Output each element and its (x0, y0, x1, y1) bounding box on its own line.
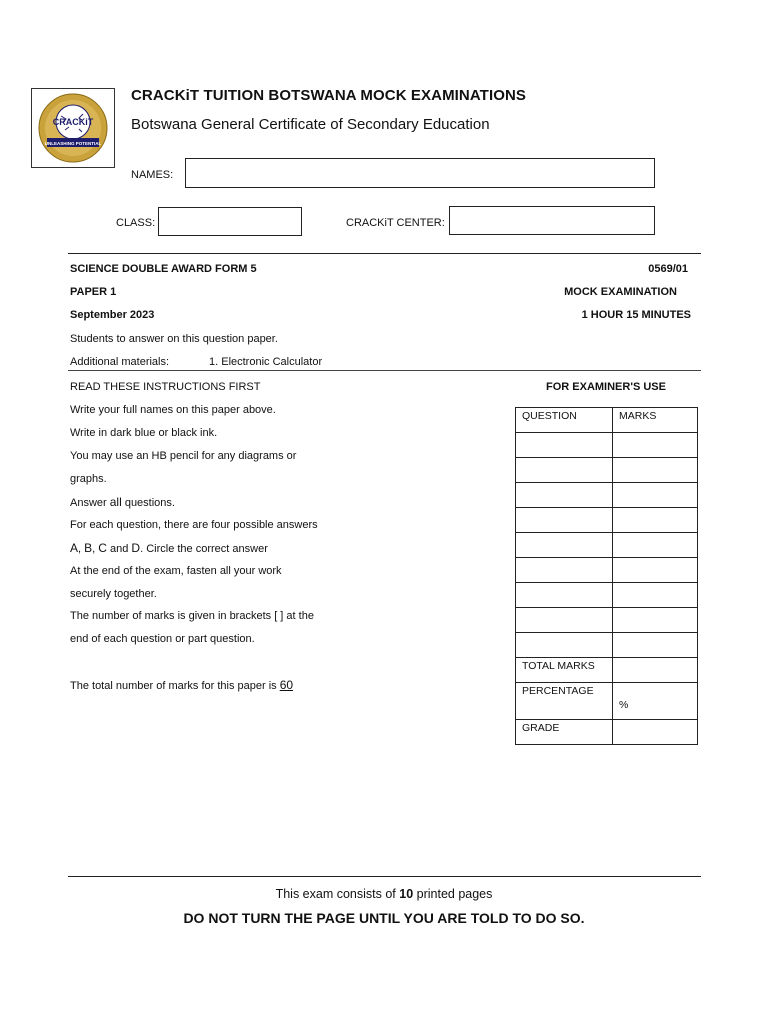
page-count: 10 (399, 887, 414, 901)
column-header-question: QUESTION (516, 408, 613, 433)
table-row (516, 683, 698, 720)
question-cell[interactable] (516, 533, 613, 558)
instructions-heading: READ THESE INSTRUCTIONS FIRST (70, 381, 261, 393)
paper-number: PAPER 1 (70, 286, 117, 298)
instruction-line: securely together. (70, 588, 157, 600)
percent-sign: % (619, 699, 629, 711)
crackit-logo-icon (35, 92, 111, 164)
marks-cell[interactable] (613, 483, 698, 508)
paper-code: 0569/01 (648, 263, 688, 275)
table-row (516, 483, 698, 508)
table-row (516, 720, 698, 745)
question-cell[interactable] (516, 583, 613, 608)
subject-label: SCIENCE DOUBLE AWARD FORM 5 (70, 263, 257, 275)
logo (31, 88, 115, 168)
top-divider (68, 253, 701, 254)
percentage-cell[interactable] (613, 683, 698, 720)
table-row (516, 433, 698, 458)
class-label: CLASS: (116, 217, 156, 229)
center-field[interactable] (449, 206, 655, 235)
materials-value: 1. Electronic Calculator (209, 356, 323, 368)
marks-cell[interactable] (613, 633, 698, 658)
total-marks-label: TOTAL MARKS (516, 658, 613, 683)
table-row (516, 658, 698, 683)
examiner-table (515, 407, 698, 745)
page-count-note: This exam consists of 10 printed pages (275, 887, 493, 901)
instruction-line: For each question, there are four possible answers (70, 519, 318, 531)
footer-divider (68, 876, 701, 877)
svg-text:UNLEASHING POTENTIAL: UNLEASHING POTENTIAL (44, 141, 102, 146)
exam-subtitle: Botswana General Certificate of Secondary Education (131, 116, 490, 133)
table-row (516, 583, 698, 608)
marks-cell[interactable] (613, 558, 698, 583)
instruction-line: Answer all questions. (70, 495, 175, 509)
grade-label: GRADE (516, 720, 613, 745)
marks-cell[interactable] (613, 533, 698, 558)
table-row (516, 608, 698, 633)
total-marks-cell[interactable] (613, 658, 698, 683)
question-cell[interactable] (516, 633, 613, 658)
question-cell[interactable] (516, 433, 613, 458)
exam-date: September 2023 (70, 309, 155, 321)
class-field[interactable] (158, 207, 302, 236)
question-cell[interactable] (516, 558, 613, 583)
footer-warning: DO NOT TURN THE PAGE UNTIL YOU ARE TOLD TO DO SO. (183, 910, 585, 926)
total-marks-line: The total number of marks for this paper is 60 (70, 678, 294, 692)
marks-cell[interactable] (613, 433, 698, 458)
examiner-heading: FOR EXAMINER'S USE (546, 381, 666, 393)
question-cell[interactable] (516, 458, 613, 483)
instructions-divider (68, 370, 701, 371)
marks-cell[interactable] (613, 608, 698, 633)
question-cell[interactable] (516, 483, 613, 508)
table-row (516, 633, 698, 658)
instruction-line: graphs. (70, 473, 107, 485)
exam-title: CRACKiT TUITION BOTSWANA MOCK EXAMINATIONS (131, 87, 527, 104)
table-row (516, 533, 698, 558)
table-row (516, 558, 698, 583)
svg-text:CRACKiT: CRACKiT (52, 117, 94, 127)
instruction-line: The number of marks is given in brackets [ ] at the (70, 610, 314, 622)
names-field[interactable] (185, 158, 655, 188)
table-row (516, 458, 698, 483)
instruction-line: At the end of the exam, fasten all your work (70, 565, 282, 577)
grade-cell[interactable] (613, 720, 698, 745)
table-row (516, 408, 698, 433)
column-header-marks: MARKS (613, 408, 698, 433)
instruction-line: Write in dark blue or black ink. (70, 427, 218, 439)
question-cell[interactable] (516, 508, 613, 533)
answer-note: Students to answer on this question paper. (70, 333, 278, 345)
instruction-line: A, B, C and D. Circle the correct answer (70, 541, 268, 555)
question-cell[interactable] (516, 608, 613, 633)
exam-duration: 1 HOUR 15 MINUTES (581, 309, 691, 321)
materials-label: Additional materials: (70, 356, 170, 368)
marks-cell[interactable] (613, 458, 698, 483)
names-label: NAMES: (131, 169, 174, 181)
marks-cell[interactable] (613, 583, 698, 608)
marks-cell[interactable] (613, 508, 698, 533)
table-row (516, 508, 698, 533)
emphasis-all: all (109, 495, 122, 509)
instruction-line: end of each question or part question. (70, 633, 255, 645)
exam-type: MOCK EXAMINATION (564, 286, 677, 298)
center-label: CRACKiT CENTER: (346, 217, 445, 229)
total-marks-value: 60 (279, 678, 294, 692)
instruction-line: You may use an HB pencil for any diagrams or (70, 450, 297, 462)
percentage-label: PERCENTAGE (516, 683, 613, 720)
instruction-line: Write your full names on this paper above. (70, 404, 276, 416)
